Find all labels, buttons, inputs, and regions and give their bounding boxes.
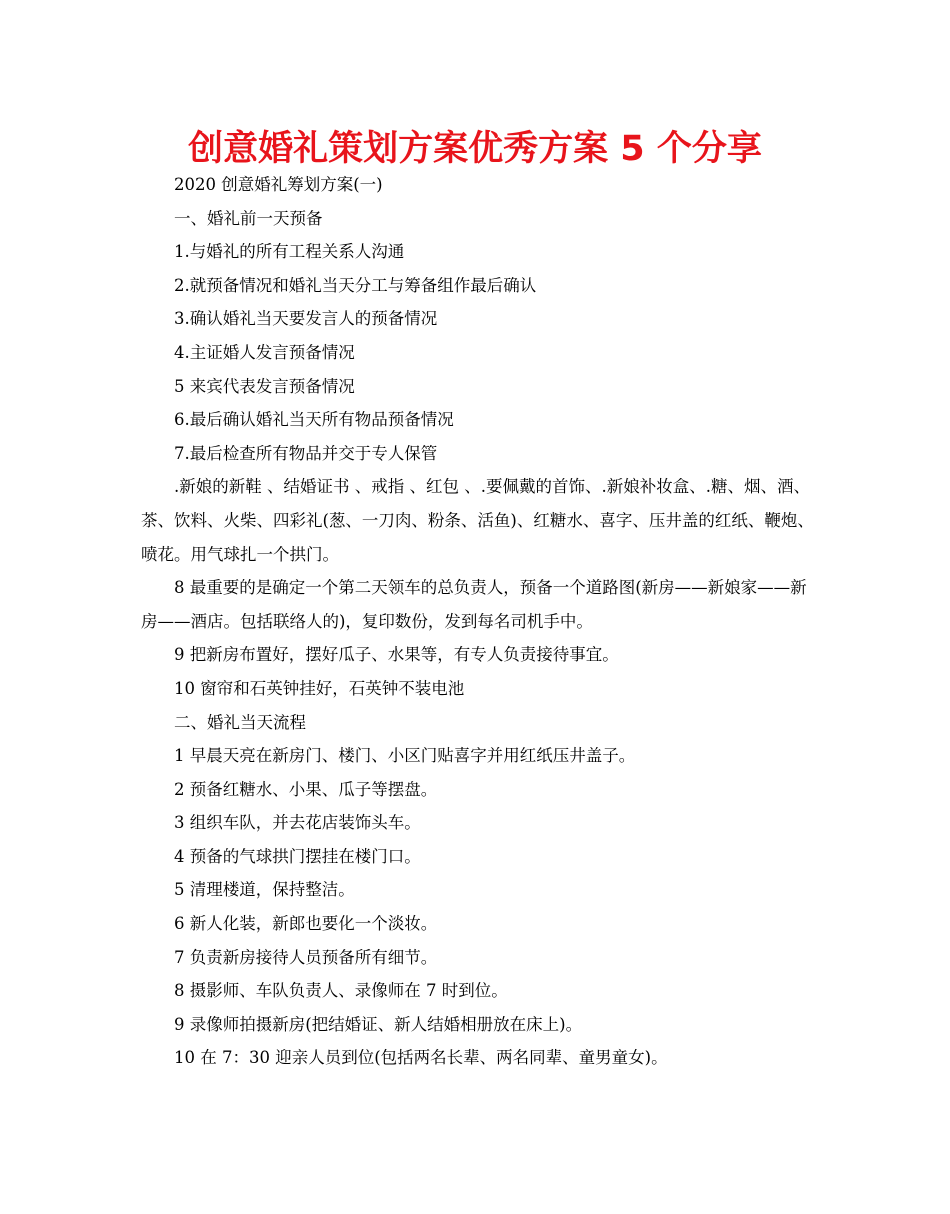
paragraph: 8 摄影师、车队负责人、录像师在 7 时到位。 xyxy=(174,981,508,1001)
paragraph: 3 组织车队，并去花店装饰头车。 xyxy=(174,813,421,833)
paragraph: 8 最重要的是确定一个第二天领车的总负责人，预备一个道路图(新房——新娘家——新房——酒店。包括联络人的)，复印数份，发到每名司机手中。 xyxy=(141,578,807,631)
paragraph: 3.确认婚礼当天要发言人的预备情况 xyxy=(174,309,438,329)
document-body xyxy=(141,168,817,1075)
paragraph: 6 新人化装，新郎也要化一个淡妆。 xyxy=(174,914,438,934)
paragraph: 5 清理楼道，保持整洁。 xyxy=(174,880,355,900)
paragraph: 10 窗帘和石英钟挂好，石英钟不装电池 xyxy=(174,678,465,698)
paragraph: 9 录像师拍摄新房(把结婚证、新人结婚相册放在床上)。 xyxy=(174,1014,583,1034)
section-heading: 一、婚礼前一天预备 xyxy=(174,208,323,228)
paragraph: 6.最后确认婚礼当天所有物品预备情况 xyxy=(174,410,454,430)
paragraph: 4 预备的气球拱门摆挂在楼门口。 xyxy=(174,846,421,866)
paragraph: .新娘的新鞋 、结婚证书 、戒指 、红包 、.要佩戴的首饰、.新娘补妆盒、.糖、烟、酒、茶、饮料、火柴、四彩礼(葱、一刀肉、粉条、活鱼)、红糖水、喜字、压井盖的红纸、鞭炮、喷花。用气球扎一个拱门。 xyxy=(141,477,814,564)
document-title: 创意婚礼策划方案优秀方案 5 个分享 xyxy=(188,129,762,169)
paragraph: 2020 创意婚礼筹划方案(一) xyxy=(174,175,383,194)
paragraph: 2.就预备情况和婚礼当天分工与筹备组作最后确认 xyxy=(174,275,537,295)
paragraph: 4.主证婚人发言预备情况 xyxy=(174,342,355,362)
paragraph: 1 早晨天亮在新房门、楼门、小区门贴喜字并用红纸压井盖子。 xyxy=(174,746,636,766)
paragraph: 10 在 7：30 迎亲人员到位(包括两名长辈、两名同辈、童男童女)。 xyxy=(174,1048,668,1068)
paragraph: 1.与婚礼的所有工程关系人沟通 xyxy=(174,242,405,262)
paragraph: 7 负责新房接待人员预备所有细节。 xyxy=(174,947,438,967)
paragraph: 2 预备红糖水、小果、瓜子等摆盘。 xyxy=(174,779,438,799)
paragraph: 9 把新房布置好，摆好瓜子、水果等，有专人负责接待事宜。 xyxy=(174,645,619,665)
section-heading: 二、婚礼当天流程 xyxy=(174,712,306,732)
paragraph: 7.最后检查所有物品并交于专人保管 xyxy=(174,443,438,463)
paragraph: 5 来宾代表发言预备情况 xyxy=(174,376,355,396)
